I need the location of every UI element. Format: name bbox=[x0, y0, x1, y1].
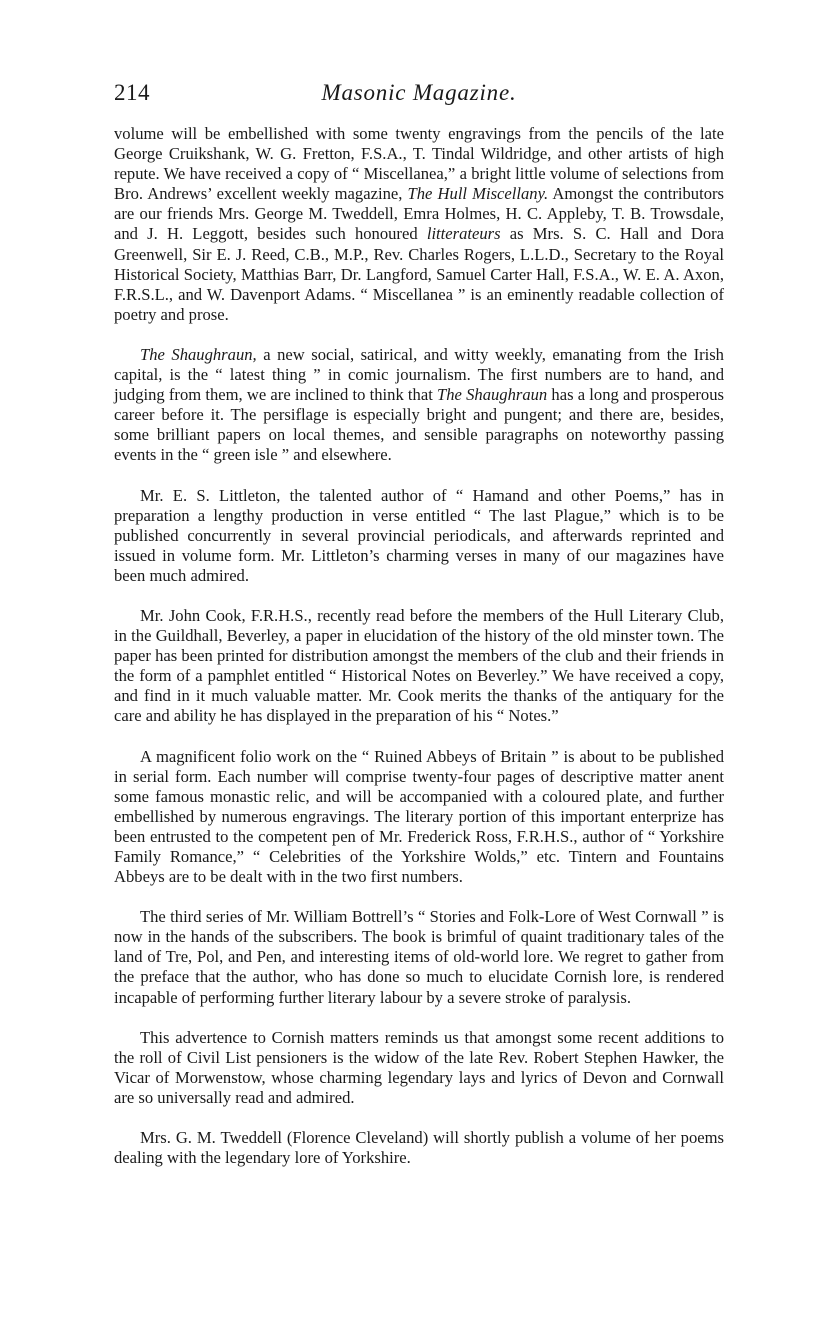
paragraph-text: Mr. John Cook, F.R.H.S., recently read before the members of the Hull Literary Club, in the Guildhall, Beverley, a paper in elucidation of the history of the old minster town. The paper has been printed for distribution amongst the members of the club and their friends in the form of a pamphlet entitled “ Historical Notes on Beverley.” We have received a copy, and find in it much valuable matter. Mr. Cook merits the thanks of the antiquary for the care and ability he has displayed in the preparation of his “ Notes.” bbox=[114, 605, 724, 726]
paragraph-text: This advertence to Cornish matters reminds us that amongst some recent additions to the roll of Civil List pensioners is the widow of the late Rev. Robert Stephen Hawker, the Vicar of Morwenstow, whose charming legendary lays and lyrics of Devon and Cornwall are so universally read and admired. bbox=[114, 1027, 724, 1107]
page-header bbox=[114, 80, 724, 124]
paragraph bbox=[114, 907, 724, 1007]
paragraph-text: Amongst the contributors are our friends Mrs. George M. Tweddell, Emra Holmes, H. C. Appleby, T. B. Trowsdale, and J. H. Leggott, besides such honoured bbox=[114, 184, 724, 244]
italic-title-text: The Hull Miscellany. bbox=[407, 184, 549, 204]
paragraph bbox=[114, 124, 724, 325]
paragraph-text: a new social, satirical, and witty weekly, emanating from the Irish capital, is the “ latest thing ” in comic journalism. The first numbers are to hand, and judging from them, we are inclined to think that bbox=[114, 344, 724, 405]
paragraph-text: volume will be embellished with some twenty engravings from the pencils of the late George Cruikshank, W. G. Fretton, F.S.A., T. Tindal Wildridge, and other artists of high repute. We have received a copy of “ Miscellanea,” a bright little volume of selections from Bro. Andrews’ excellent weekly magazine, bbox=[114, 124, 724, 204]
paragraph-text: as Mrs. S. C. Hall and Dora Greenwell, Sir E. J. Reed, C.B., M.P., Rev. Charles Rogers, L.L.D., Secretary to the Royal Historical Society, Matthias Barr, Dr. Langford, Samuel Carter Hall, F.S.A., W. E. A. Axon, F.R.S.L., and W. Davenport Adams. “ Miscellanea ” is an eminently readable collection of poetry and prose. bbox=[114, 224, 725, 324]
magazine-page bbox=[114, 80, 724, 1168]
italic-title-text: litterateurs bbox=[426, 224, 501, 244]
paragraph bbox=[114, 345, 724, 466]
paragraph bbox=[114, 486, 724, 586]
italic-title-text: The Shaughraun bbox=[437, 385, 548, 405]
article-body bbox=[114, 124, 724, 1168]
paragraph bbox=[114, 1028, 724, 1108]
paragraph-text: Mr. E. S. Littleton, the talented author of “ Hamand and other Poems,” has in preparation a lengthy production in verse entitled “ The last Plague,” which is to be published concurrently in several provincial periodicals, and afterwards reprinted and issued in volume form. Mr. Littleton’s charming verses in many of our magazines have been much admired. bbox=[114, 485, 724, 585]
paragraph-text: has a long and prosperous career before it. The persiflage is especially bright and pungent; and there are, besides, some brilliant papers on local themes, and sensible paragraphs on noteworthy passing events in the “ green isle ” and elsewhere. bbox=[114, 385, 724, 465]
page-number: 214 bbox=[114, 80, 150, 105]
paragraph bbox=[114, 606, 724, 727]
paragraph bbox=[114, 747, 724, 888]
italic-title-text: The Shaughraun, bbox=[140, 344, 257, 364]
paragraph-text: Mrs. G. M. Tweddell (Florence Cleveland) will shortly publish a volume of her poems dealing with the legendary lore of Yorkshire. bbox=[114, 1128, 724, 1168]
paragraph-text: A magnificent folio work on the “ Ruined Abbeys of Britain ” is about to be published in serial form. Each number will comprise twenty-four pages of descriptive matter anent some famous monastic relic, and will be accompanied with a coloured plate, and further embellished by numerous engravings. The literary portion of this important enterprize has been entrusted to the competent pen of Mr. Frederick Ross, F.R.H.S., author of “ Yorkshire Family Romance,” “ Celebrities of the Yorkshire Wolds,” etc. Tintern and Fountains Abbeys are to be dealt with in the two first numbers. bbox=[114, 746, 724, 887]
paragraph bbox=[114, 1128, 724, 1168]
running-title: Masonic Magazine. bbox=[321, 80, 517, 105]
paragraph-text: The third series of Mr. William Bottrell’s “ Stories and Folk-Lore of West Cornwall ” is now in the hands of the subscribers. The book is brimful of quaint traditionary tales of the land of Tre, Pol, and Pen, and interesting items of old-world lore. We regret to gather from the preface that the author, who has done so much to elucidate Cornish lore, is rendered incapable of performing further literary labour by a severe stroke of paralysis. bbox=[114, 907, 724, 1007]
